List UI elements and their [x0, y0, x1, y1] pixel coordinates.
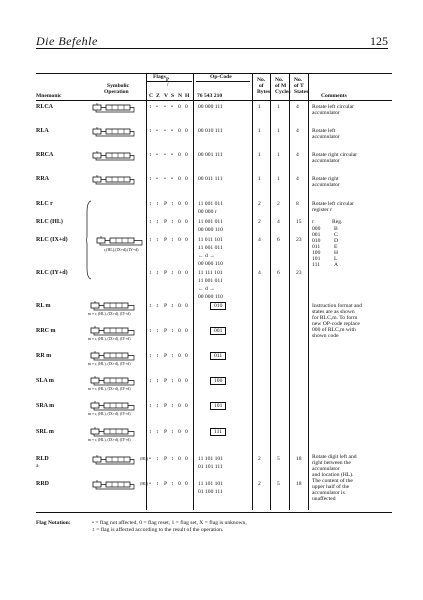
- tstates-head-2: of T: [294, 83, 304, 89]
- flag-letter-v: V: [164, 93, 169, 99]
- row-shift-0-flag-5: 0: [185, 303, 188, 309]
- row-rla-flag-3: •: [171, 128, 173, 134]
- row-shift-5-flag-2: P: [164, 429, 168, 435]
- row-shift-2-mnemonic: RR m: [36, 353, 52, 359]
- row-rlc-2-flag-4: 0: [178, 237, 181, 243]
- row-rld-flag-1: ↕: [156, 456, 159, 462]
- row-shift-1-opcode-box: 001: [210, 327, 226, 335]
- row-rlc-0-mcycles: 2: [277, 201, 280, 207]
- row-rlca-flag-1: •: [156, 104, 158, 110]
- row-rlc-0-flag-3: ↕: [171, 201, 174, 207]
- row-rld-bytes: 2: [258, 456, 261, 462]
- flag-letter-c: C: [149, 93, 154, 99]
- row-rla-flag-0: ↕: [149, 128, 152, 134]
- row-shift-5-flag-0: ↕: [149, 429, 152, 435]
- row-shift-4-opcode-box: 101: [210, 402, 226, 410]
- row-rlca-flag-5: 0: [185, 104, 188, 110]
- reg-name-6: A: [334, 262, 339, 268]
- row-rlc-3-mcycles: 6: [277, 270, 280, 276]
- rlc-bracket-svg: [86, 200, 92, 280]
- row-rla-comment-1: accumulator: [312, 134, 340, 140]
- row-shift-5-opcode-box: 111: [210, 428, 226, 436]
- row-rra-flag-3: •: [171, 176, 173, 182]
- row-shift-4-mnemonic: SRA m: [36, 403, 55, 409]
- row-rra-mcycles: 1: [277, 176, 280, 182]
- rld-comment-2: accumulator: [312, 466, 340, 472]
- reg-code-1: 001: [312, 232, 321, 238]
- row-rlca-flag-4: 0: [178, 104, 181, 110]
- row-shift-2-flag-0: ↕: [149, 353, 152, 359]
- symbolic-head-1: Symbolic: [107, 83, 130, 89]
- row-shift-3-diagram: [90, 374, 136, 386]
- reg-code-5: 101: [312, 256, 321, 262]
- row-rra-flag-4: 0: [178, 176, 181, 182]
- flag-letter-n: N: [178, 93, 183, 99]
- row-shift-3-flag-2: P: [164, 378, 168, 384]
- row-rrd-diagram: [92, 478, 136, 490]
- rlc-bracket: [86, 200, 92, 280]
- row-rlc-0-flag-4: 0: [178, 201, 181, 207]
- row-rra-comment-0: Rotate right: [312, 176, 339, 182]
- flags-head: Flags: [153, 74, 166, 80]
- reg-table-head-r: r: [312, 219, 314, 225]
- bytes-head-3: Bytes: [257, 89, 271, 95]
- row-shift-2-flag-2: P: [164, 353, 168, 359]
- row-shift-1-flag-3: ↕: [171, 328, 174, 334]
- row-rrd-flag-3: ↕: [171, 481, 174, 487]
- flags-rule: [147, 81, 192, 82]
- row-shift-1-diagram: [90, 324, 136, 336]
- row-rlca-comment-0: Rotate left circular: [312, 104, 354, 110]
- row-rlc-0-flag-5: 0: [185, 201, 188, 207]
- row-rlc-0-mnemonic: RLC r: [36, 201, 53, 207]
- row-rlc-3-flag-3: ↕: [171, 270, 174, 276]
- row-rrca-comment-1: accumulator: [312, 158, 340, 164]
- row-rlc-2-mnemonic: RLC (IX+d): [36, 237, 68, 243]
- reg-name-3: E: [334, 244, 338, 250]
- row-rlc-3-flag-5: 0: [185, 270, 188, 276]
- row-rlc-2-flag-0: ↕: [149, 237, 152, 243]
- row-shift-3-flag-4: 0: [178, 378, 181, 384]
- row-rrca-flag-0: ↕: [149, 152, 152, 158]
- symbolic-head-2: Operation: [104, 89, 129, 95]
- row-rlc-2-bytes: 4: [258, 237, 261, 243]
- row-rrd-diagram-svg: [92, 479, 136, 491]
- row-shift-2-opcode-box: 011: [210, 352, 226, 360]
- row-shift-3-flag-0: ↕: [149, 378, 152, 384]
- mcycles-head-3: Cycles: [275, 89, 291, 95]
- row-rlc-3-flag-2: P: [164, 270, 168, 276]
- page-number: 125: [370, 34, 388, 48]
- comments-head: Comments: [321, 93, 347, 99]
- row-shift-4-caption: m ≡ r, (HL), (IX+d), (IY+d): [88, 412, 131, 416]
- row-rlc-3-flag-0: ↕: [149, 270, 152, 276]
- row-rlca-bytes: 1: [258, 104, 261, 110]
- flag-letter-s: S: [171, 93, 175, 99]
- row-rlc-3-flag-1: ↕: [156, 270, 159, 276]
- footnote-label: Flag Notation:: [36, 520, 71, 526]
- row-shift-4-flag-5: 0: [185, 403, 188, 409]
- row-rlca-tstates: 4: [296, 104, 299, 110]
- reg-code-6: 111: [312, 262, 320, 268]
- row-shift-5-flag-1: ↕: [156, 429, 159, 435]
- row-rlc-0-flag-0: ↕: [149, 201, 152, 207]
- row-shift-2-flag-5: 0: [185, 353, 188, 359]
- row-rlc-0-comment-1: register r: [312, 207, 333, 213]
- row-shift-1-flag-0: ↕: [149, 328, 152, 334]
- row-rlc-1-flag-4: 0: [178, 219, 181, 225]
- row-rrca-flag-3: •: [171, 152, 173, 158]
- row-rlc-3-mnemonic: RLC (IY+d): [36, 270, 68, 276]
- reg-name-4: H: [334, 250, 339, 256]
- rld-comment-1: right between the: [312, 460, 351, 466]
- rld-extra-hl-1: (HL): [140, 456, 148, 461]
- bytes-head-1: No.: [257, 77, 266, 83]
- row-rld-opcode-1: 01 101 111: [198, 464, 223, 470]
- row-rra-flag-1: •: [156, 176, 158, 182]
- row-rlc-0-bytes: 2: [258, 201, 261, 207]
- row-shift-1-flag-1: ↕: [156, 328, 159, 334]
- row-rlc-1-tstates: 15: [296, 219, 302, 225]
- row-rlc-1-flag-1: ↕: [156, 219, 159, 225]
- row-shift-4-flag-0: ↕: [149, 403, 152, 409]
- row-rla-flag-4: 0: [178, 128, 181, 134]
- row-rra-diagram-svg: [92, 174, 136, 186]
- row-rrca-tstates: 4: [296, 152, 299, 158]
- row-shift-1-mnemonic: RRC m: [36, 328, 56, 334]
- row-rla-flag-5: 0: [185, 128, 188, 134]
- pv-slash: /: [167, 83, 169, 88]
- rld-comment-7: unaffected: [312, 496, 336, 502]
- reg-name-1: C: [334, 232, 338, 238]
- rld-comment-4: The content of the: [312, 478, 353, 484]
- footnote-line-2: ↕ = flag is affected according to the result of the operation.: [92, 527, 224, 533]
- row-rlc-0-flag-2: P: [164, 201, 168, 207]
- row-rlca-mnemonic: RLCA: [36, 104, 54, 110]
- row-rra-mnemonic: RRA: [36, 176, 49, 182]
- row-shift-3-flag-5: 0: [185, 378, 188, 384]
- row-rlc-3-opcode-1: 11 001 011: [198, 278, 223, 284]
- row-rlca-flag-2: •: [164, 104, 166, 110]
- row-shift-3-flag-3: ↕: [171, 378, 174, 384]
- row-rra-diagram: [92, 173, 136, 185]
- row-shift-0-caption: m ≡ r, (HL), (IX+d), (IY+d): [88, 312, 131, 316]
- row-rla-comment-0: Rotate left: [312, 128, 336, 134]
- row-rlc-2-flag-1: ↕: [156, 237, 159, 243]
- row-shift-0-flag-4: 0: [178, 303, 181, 309]
- row-rlc-0-opcode-0: 11 001 011: [198, 201, 223, 207]
- rld-comment-5: upper half of the: [312, 484, 350, 490]
- row-rrd-mnemonic: RRD: [36, 481, 49, 487]
- row-rlc-2-flag-2: P: [164, 237, 168, 243]
- reg-name-0: B: [334, 226, 338, 232]
- row-shift-1-flag-4: 0: [178, 328, 181, 334]
- row-rrca-comment-0: Rotate right circular: [312, 152, 358, 158]
- mcycles-head-1: No.: [275, 77, 284, 83]
- row-rrd-tstates: 18: [296, 481, 302, 487]
- col-line-comments: [308, 74, 309, 510]
- shift-comment-5: shown code: [312, 333, 339, 339]
- reg-code-2: 010: [312, 238, 321, 244]
- row-rlc-1-opcode-0: 11 001 011: [198, 219, 223, 225]
- row-rra-comment-1: accumulator: [312, 182, 340, 188]
- row-rlc-1-bytes: 2: [258, 219, 261, 225]
- row-shift-1-caption: m ≡ r, (HL), (IX+d), (IY+d): [88, 337, 131, 341]
- row-rra-tstates: 4: [296, 176, 299, 182]
- row-shift-4-diagram: [90, 399, 136, 411]
- row-rld-flag-5: 0: [185, 456, 188, 462]
- row-shift-0-flag-3: ↕: [171, 303, 174, 309]
- rlc-group-diagram: [96, 234, 144, 246]
- shift-comment-3: new OP-code replace: [312, 321, 360, 327]
- row-rlc-3-tstates: 23: [296, 270, 302, 276]
- row-shift-3-flag-1: ↕: [156, 378, 159, 384]
- reg-name-2: D: [334, 238, 339, 244]
- col-line-tstates: [289, 74, 290, 510]
- row-rlc-2-opcode-3: 00 000 110: [198, 261, 223, 267]
- row-rlc-1-opcode-1: 00 000 110: [198, 227, 223, 233]
- row-rrca-flag-2: •: [164, 152, 166, 158]
- mcycles-head-2: of M: [275, 83, 287, 89]
- row-rlc-2-opcode-1: 11 001 011: [198, 245, 223, 251]
- row-rld-mnemonic: RLD: [36, 456, 49, 462]
- row-rlc-2-flag-3: ↕: [171, 237, 174, 243]
- row-rld-mcycles: 5: [277, 456, 280, 462]
- row-shift-5-flag-4: 0: [178, 429, 181, 435]
- row-shift-3-opcode-box: 100: [210, 377, 226, 385]
- reg-code-4: 100: [312, 250, 321, 256]
- row-rla-flag-1: •: [156, 128, 158, 134]
- row-rrd-bytes: 2: [258, 481, 261, 487]
- row-rld-flag-2: P: [164, 456, 168, 462]
- row-shift-5-flag-5: 0: [185, 429, 188, 435]
- row-rla-tstates: 4: [296, 128, 299, 134]
- row-shift-1-flag-5: 0: [185, 328, 188, 334]
- reg-code-0: 000: [312, 226, 321, 232]
- bytes-head-2: of: [259, 83, 264, 89]
- row-shift-3-caption: m ≡ r, (HL), (IX+d), (IY+d): [88, 387, 131, 391]
- col-line-flags: [146, 74, 147, 510]
- row-rld-tstates: 18: [296, 456, 302, 462]
- row-rlca-opcode: 00 000 111: [198, 104, 223, 110]
- row-rlc-0-tstates: 8: [296, 201, 299, 207]
- row-rlc-0-flag-1: ↕: [156, 201, 159, 207]
- rld-extra-hl-2: (HL): [140, 481, 148, 486]
- tstates-head-3: States: [294, 89, 309, 95]
- col-line-opcode: [193, 74, 194, 510]
- tstates-head-1: No.: [294, 77, 303, 83]
- row-rlc-1-flag-0: ↕: [149, 219, 152, 225]
- row-shift-2-flag-1: ↕: [156, 353, 159, 359]
- row-rlc-2-opcode-0: 11 011 101: [198, 237, 223, 243]
- footnote-line-1: • = flag not affected, 0 = flag reset, 1 = flag set, X = flag is unknown,: [92, 520, 247, 526]
- shift-comment-2: for RLC,m. To form: [312, 315, 358, 321]
- row-rlc-2-opcode-2: ← d →: [198, 253, 215, 259]
- opcode-bits-head: 76 543 210: [197, 93, 223, 99]
- row-rlc-0-opcode-1: 00 000 r: [198, 209, 217, 215]
- rld-extra-a: a: [36, 463, 39, 469]
- shift-comment-1: states are as shown: [312, 309, 355, 315]
- row-rla-flag-2: •: [164, 128, 166, 134]
- row-rla-mcycles: 1: [277, 128, 280, 134]
- row-shift-0-flag-1: ↕: [156, 303, 159, 309]
- row-rld-flag-0: •: [149, 456, 151, 462]
- row-shift-0-diagram: [90, 299, 136, 311]
- row-rrca-flag-4: 0: [178, 152, 181, 158]
- row-rlca-diagram-svg: [92, 102, 136, 114]
- row-rra-flag-2: •: [164, 176, 166, 182]
- rld-comment-6: accumulator is: [312, 490, 345, 496]
- row-rra-flag-5: 0: [185, 176, 188, 182]
- page-header: [36, 34, 388, 49]
- row-shift-0-opcode-box: 010: [210, 302, 226, 310]
- row-rrca-mcycles: 1: [277, 152, 280, 158]
- shift-comment-4: 000 of RLC,m with: [312, 327, 356, 333]
- row-rlc-3-bytes: 4: [258, 270, 261, 276]
- row-rld-flag-3: ↕: [171, 456, 174, 462]
- rld-comment-0: Rotate digit left and: [312, 454, 357, 460]
- row-rrd-mcycles: 5: [277, 481, 280, 487]
- row-shift-2-diagram: [90, 349, 136, 361]
- row-rlc-1-flag-2: P: [164, 219, 168, 225]
- row-rlc-3-opcode-3: 00 000 110: [198, 294, 223, 300]
- row-rrd-flag-5: 0: [185, 481, 188, 487]
- rld-comment-3: and location (HL).: [312, 472, 354, 478]
- row-rlca-flag-3: •: [171, 104, 173, 110]
- row-rla-mnemonic: RLA: [36, 128, 49, 134]
- reg-code-3: 011: [312, 244, 321, 250]
- row-rla-bytes: 1: [258, 128, 261, 134]
- row-rlc-1-mcycles: 4: [277, 219, 280, 225]
- row-rld-opcode-0: 11 101 101: [198, 456, 223, 462]
- row-shift-0-flag-0: ↕: [149, 303, 152, 309]
- row-rlc-2-tstates: 23: [296, 237, 302, 243]
- col-line-mcycles: [270, 74, 271, 510]
- row-rrca-bytes: 1: [258, 152, 261, 158]
- row-rlc-0-comment-0: Rotate left circular: [312, 201, 354, 207]
- row-rra-opcode: 00 011 111: [198, 176, 223, 182]
- reg-name-5: L: [334, 256, 338, 262]
- row-rrd-flag-0: •: [149, 481, 151, 487]
- row-rla-opcode: 00 010 111: [198, 128, 223, 134]
- row-rlc-3-opcode-2: ← d →: [198, 286, 215, 292]
- row-rlc-3-opcode-0: 11 111 101: [198, 270, 223, 276]
- row-rld-diagram-svg: [92, 454, 136, 466]
- row-shift-2-flag-3: ↕: [171, 353, 174, 359]
- rlc-group-diagram-svg: [96, 235, 144, 247]
- row-rlc-3-flag-4: 0: [178, 270, 181, 276]
- row-rrd-flag-1: ↕: [156, 481, 159, 487]
- row-rlc-2-mcycles: 6: [277, 237, 280, 243]
- row-rla-diagram-svg: [92, 126, 136, 138]
- row-shift-5-diagram: [90, 425, 136, 437]
- row-shift-4-flag-1: ↕: [156, 403, 159, 409]
- row-shift-1-flag-2: P: [164, 328, 168, 334]
- row-shift-4-flag-3: ↕: [171, 403, 174, 409]
- opcode-rule: [196, 81, 250, 82]
- bottom-rule: [36, 512, 392, 513]
- row-rrca-flag-1: •: [156, 152, 158, 158]
- row-shift-0-flag-2: P: [164, 303, 168, 309]
- row-rlc-1-flag-3: ↕: [171, 219, 174, 225]
- mnemonic-head: Mnemonic: [36, 93, 62, 99]
- row-rrca-diagram: [92, 149, 136, 161]
- row-rld-diagram: [92, 453, 136, 465]
- header-rule: [36, 100, 392, 101]
- pv-p: P: [166, 78, 170, 83]
- row-rlc-1-mnemonic: RLC (HL): [36, 219, 63, 225]
- row-shift-2-caption: m ≡ r, (HL), (IX+d), (IY+d): [88, 362, 131, 366]
- row-shift-4-flag-4: 0: [178, 403, 181, 409]
- flag-letter-h: H: [185, 93, 190, 99]
- row-shift-2-flag-4: 0: [178, 353, 181, 359]
- row-shift-3-mnemonic: SLA m: [36, 378, 54, 384]
- row-shift-4-flag-2: P: [164, 403, 168, 409]
- row-shift-0-mnemonic: RL m: [36, 303, 51, 309]
- row-rrd-opcode-1: 01 100 111: [198, 489, 223, 495]
- row-rlc-2-flag-5: 0: [185, 237, 188, 243]
- row-shift-5-mnemonic: SRL m: [36, 429, 54, 435]
- flag-letter-z: Z: [156, 93, 160, 99]
- row-rrca-flag-5: 0: [185, 152, 188, 158]
- rlc-diagram-caption: r,(HL),(IX+d),(IY+d): [104, 247, 139, 252]
- row-shift-5-flag-3: ↕: [171, 429, 174, 435]
- row-shift-5-caption: m ≡ r, (HL), (IX+d), (IY+d): [88, 438, 131, 442]
- row-rrca-opcode: 00 001 111: [198, 152, 223, 158]
- row-rlca-mcycles: 1: [277, 104, 280, 110]
- row-rra-bytes: 1: [258, 176, 261, 182]
- row-rlc-1-flag-5: 0: [185, 219, 188, 225]
- row-rlca-diagram: [92, 101, 136, 113]
- col-line-bytes: [252, 74, 253, 510]
- row-rrd-flag-4: 0: [178, 481, 181, 487]
- reg-table-head-reg: Reg.: [332, 219, 343, 225]
- row-rrca-mnemonic: RRCA: [36, 152, 54, 158]
- row-rla-diagram: [92, 125, 136, 137]
- header-title: Die Befehle: [36, 34, 98, 48]
- row-rlca-flag-0: ↕: [149, 104, 152, 110]
- opcode-head: Op-Code: [210, 74, 232, 80]
- row-rlca-comment-1: accumulator: [312, 110, 340, 116]
- row-rrca-diagram-svg: [92, 150, 136, 162]
- shift-comment-0: Instruction format and: [312, 303, 363, 309]
- row-rld-flag-4: 0: [178, 456, 181, 462]
- row-rrd-opcode-0: 11 101 101: [198, 481, 223, 487]
- row-rrd-flag-2: P: [164, 481, 168, 487]
- row-rra-flag-0: ↕: [149, 176, 152, 182]
